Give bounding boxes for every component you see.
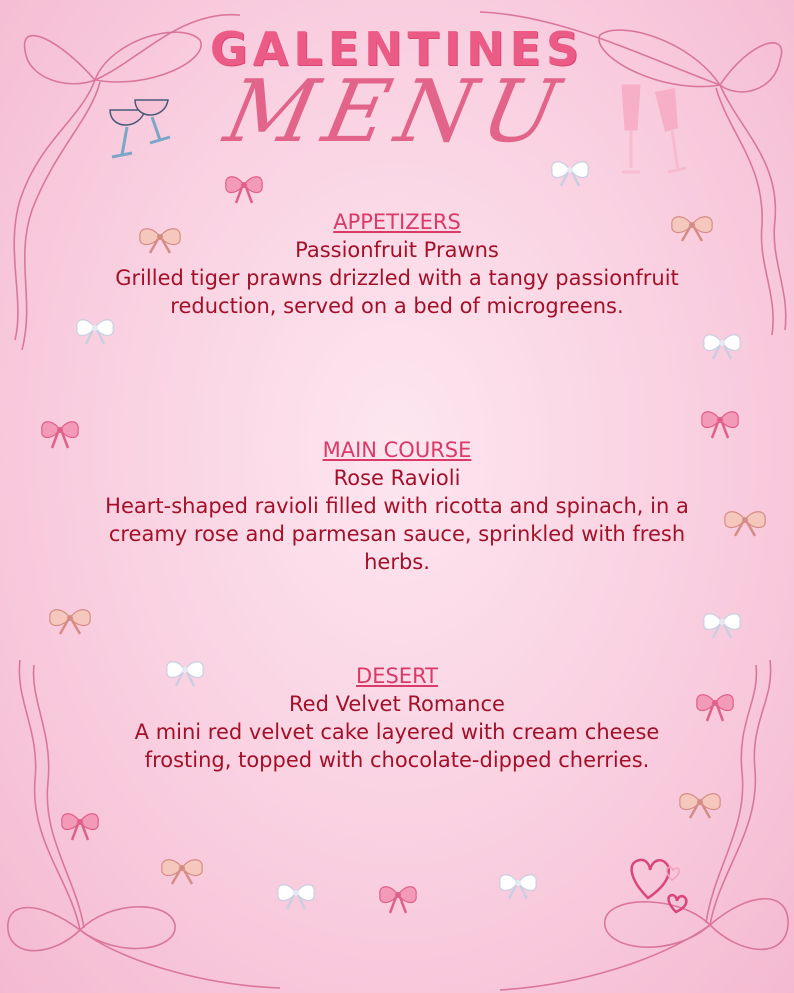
bow-icon bbox=[50, 610, 90, 634]
hearts-icon bbox=[632, 860, 687, 912]
bow-icon bbox=[704, 614, 740, 638]
bow-icon bbox=[697, 695, 733, 721]
bow-icon bbox=[704, 335, 740, 359]
section-heading: MAIN COURSE bbox=[322, 438, 472, 462]
menu-subtitle: MENU bbox=[217, 62, 577, 162]
bow-icon bbox=[380, 887, 416, 913]
bow-icon bbox=[725, 512, 765, 536]
dish-description: Heart-shaped ravioli filled with ricotta and spinach, in a creamy rose and parmesan sauce, sprinkled with fresh herbs. bbox=[105, 494, 689, 574]
section-heading: APPETIZERS bbox=[333, 210, 461, 234]
bow-icon bbox=[278, 885, 314, 909]
bow-icon bbox=[77, 320, 113, 344]
bow-icon bbox=[62, 814, 98, 840]
section-heading: DESERT bbox=[356, 664, 438, 688]
menu-section-main-course bbox=[97, 436, 697, 576]
bow-icon bbox=[500, 875, 536, 899]
dish-name: Passionfruit Prawns bbox=[295, 238, 499, 262]
menu-section-appetizers bbox=[97, 208, 697, 320]
bow-icon bbox=[702, 412, 738, 438]
bow-icon bbox=[42, 422, 78, 448]
dish-name: Rose Ravioli bbox=[333, 466, 461, 490]
dish-description: Grilled tiger prawns drizzled with a tangy passionfruit reduction, served on a bed of microgreens. bbox=[115, 266, 679, 318]
bow-icon bbox=[162, 860, 202, 884]
bow-icon bbox=[552, 162, 588, 186]
dish-description: A mini red velvet cake layered with cream cheese frosting, topped with chocolate-dipped cherries. bbox=[134, 720, 660, 772]
menu-title: GALENTINES bbox=[209, 22, 585, 76]
menu-section-desert bbox=[97, 662, 697, 774]
bow-icon bbox=[226, 177, 262, 203]
bow-icon bbox=[680, 794, 720, 818]
dish-name: Red Velvet Romance bbox=[289, 692, 505, 716]
